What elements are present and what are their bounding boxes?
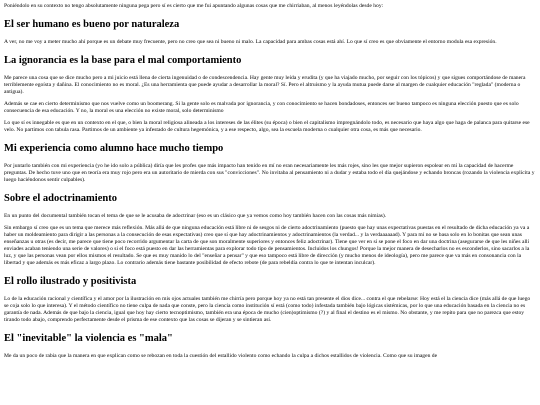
section-heading-violencia: El "inevitable" la violencia es "mala"	[4, 333, 173, 344]
paragraph: Por juntarlo también con mi experiencia (yo he ido solo a pública) diría que les profes que más impacto han tenido en mí no eran necesariamente les más rojes, sino les que mejor supieron espolear en mí la capacidad de hacerme preguntas. De hecho tuve uno que en teoría era muy rojo pero era un autoritario de mierda con sus "convicciones". No invitaba al pensamiento ni a dudar y estaba todo el día quejándose y echando broncas (rozando la violencia explícita y luego haciéndonos sentir culpables).	[4, 163, 535, 183]
paragraph: Sin embargo sí creo que es un tema que merece más reflexión. Más allá de que ninguna educación está libre ni de sesgos ni de cierto adoctrinamiento (puesto que hay unas expectativas puestas en el resultado de dicha educación ya va a haber un moldeamiento para dirigir a las personas a la consecución de esas expectativas) creo que sí que hay adoctrinamientos y adoctrinamientos (la verdad... y la verdaaaaaad). Y para mí no se basa solo en lo bonitas que sean unas enseñanzas u otras (es decir, me parece que tiene poco recorrido argumentar la carta de que son moralmente superiores y entonces feliz adoctrinar). Tiene que ver en sí se pone el foco en dar una doctrina (asegurarse de que les niñes allí enviades acaban teniendo una serie de valores) o si el foco está puesto en dar las herramientas para explorar todo tipo de pensamientos. Incluidos los chungos! Porque la mejor manera de desecharlos no es esconderlos, sino sacarlos a la luz, y que las personas vean por ellos mismos el resultado. Se que es muy manido lo del "enseñar a pensar" y que eso tampoco está libre de dirección (y mucho menos de ideología), pero me parece que va más en consonancia con la libertad y que además es más eficaz a largo plazo. Lo contrario además tiene bastante posibilidad de efecto rebote (de para rebeldía contra lo que te intentan inculcar).	[4, 225, 530, 266]
section-heading-adoctrinamiento: Sobre el adoctrinamiento	[4, 193, 117, 204]
section-heading-ignorancia: La ignorancia es la base para el mal comportamiento	[4, 55, 242, 66]
paragraph: Me parece una cosa que se dice mucho pero a mi juicio está llena de cierta ingenuidad o de condescendencia. Hay gente muy leída y erudita (y que ha viajado mucho, por seguir con los tópicos) y que sigues comportándose de manera terriblemente egoísta y dañina. El conocimiento no es moral. ¿Es una herramienta que puede ayudar a desarrollar la moral? Sí. Pero el altruismo y la ayuda mutua puede darse al margen de cualquier educación "reglada" (moderna o antigua).	[4, 75, 526, 95]
section-heading-experiencia: Mi experiencia como alumno hace mucho tiempo	[4, 143, 224, 154]
paragraph: Además se cae en cierto determinismo que nos vuelve como un boomerang. Si la gente solo es malvada por ignorancia, y con conocimiento se hacen bondadoses, entonces ser bueno tampoco es ninguna elección puesto que es solo consecuencia de esa educación. Y no, la moral es una elección no existe moral, solo determinismo	[4, 101, 519, 114]
paragraph: A ver, no me voy a meter mucho ahí porque es un debate muy frecuente, pero no creo que sea ni bueno ni malo. La capacidad para ambas cosas está ahí. Lo que sí creo es que obviamente el entorno modula esa expresión.	[4, 39, 497, 45]
paragraph: Lo que sí es innegable es que en un contexto en el que, o bien la moral religiosa alineada a los intereses de las élites (su época) o bien el capitalismo impregnándolo todo, es necesario que haya algo que haga de palanca para quitarse ese velo. No partimos con tabula rasa. Partimos de un ambiente ya infestado de cultura hegemónica, y a ese respecto, algo, sea la escuela moderna o cualquier otra cosa, es más que necesario.	[4, 120, 530, 133]
section-heading-ilustrado: El rollo ilustrado y positivista	[4, 276, 137, 287]
paragraph: Lo de la educación racional y científica y el amor por la ilustración en mis ojos actuales también me chirría pero porque hoy ya no está tan presente el dios dice... contra el que rebelarse: Hoy está el la ciencia dice (más allá de que luego se coja solo lo que interesa). Y el método científico no tiene culpa de nada que conste, pero la ciencia como institución sí está (como todo) infestada también bajo lógicas sistémicas, por lo que una educación basada en la ciencia no es garantía de nada. Además de que bajo la ciencia, igual que hoy hay cierto tecnoptimismo, también era una época de mucho (cien)optimismo (?) y al final el destino es el mismo. No obstante, y me repito para que no parezca que estoy tirando todo abajo, comprendo perfectamente desde el prisma de ese contexto que las cosas se dijeran y se sintieran así.	[4, 296, 531, 323]
paragraph: Me da un poco de rabia que la manera en que explican como se rebozan en toda la cuestión del estallido violento como echando la culpa a dichos estallidos de violencia. Como que su imagen de	[4, 353, 438, 359]
section-heading-bueno: El ser humano es bueno por naturaleza	[4, 19, 180, 30]
paragraph: En un punto del documental también tocan el tema de que se le acusaba de adoctrinar (eso es un clásico que ya vemos como hoy también hacen con las cosas más nimias).	[4, 213, 387, 219]
intro-paragraph: Poniéndolo en su contexto no tengo absolutamente ninguna pega pero sí es cierto que me fui apuntando algunas cosas que me chirriaban, al menos leyéndolas desde hoy:	[4, 3, 384, 9]
